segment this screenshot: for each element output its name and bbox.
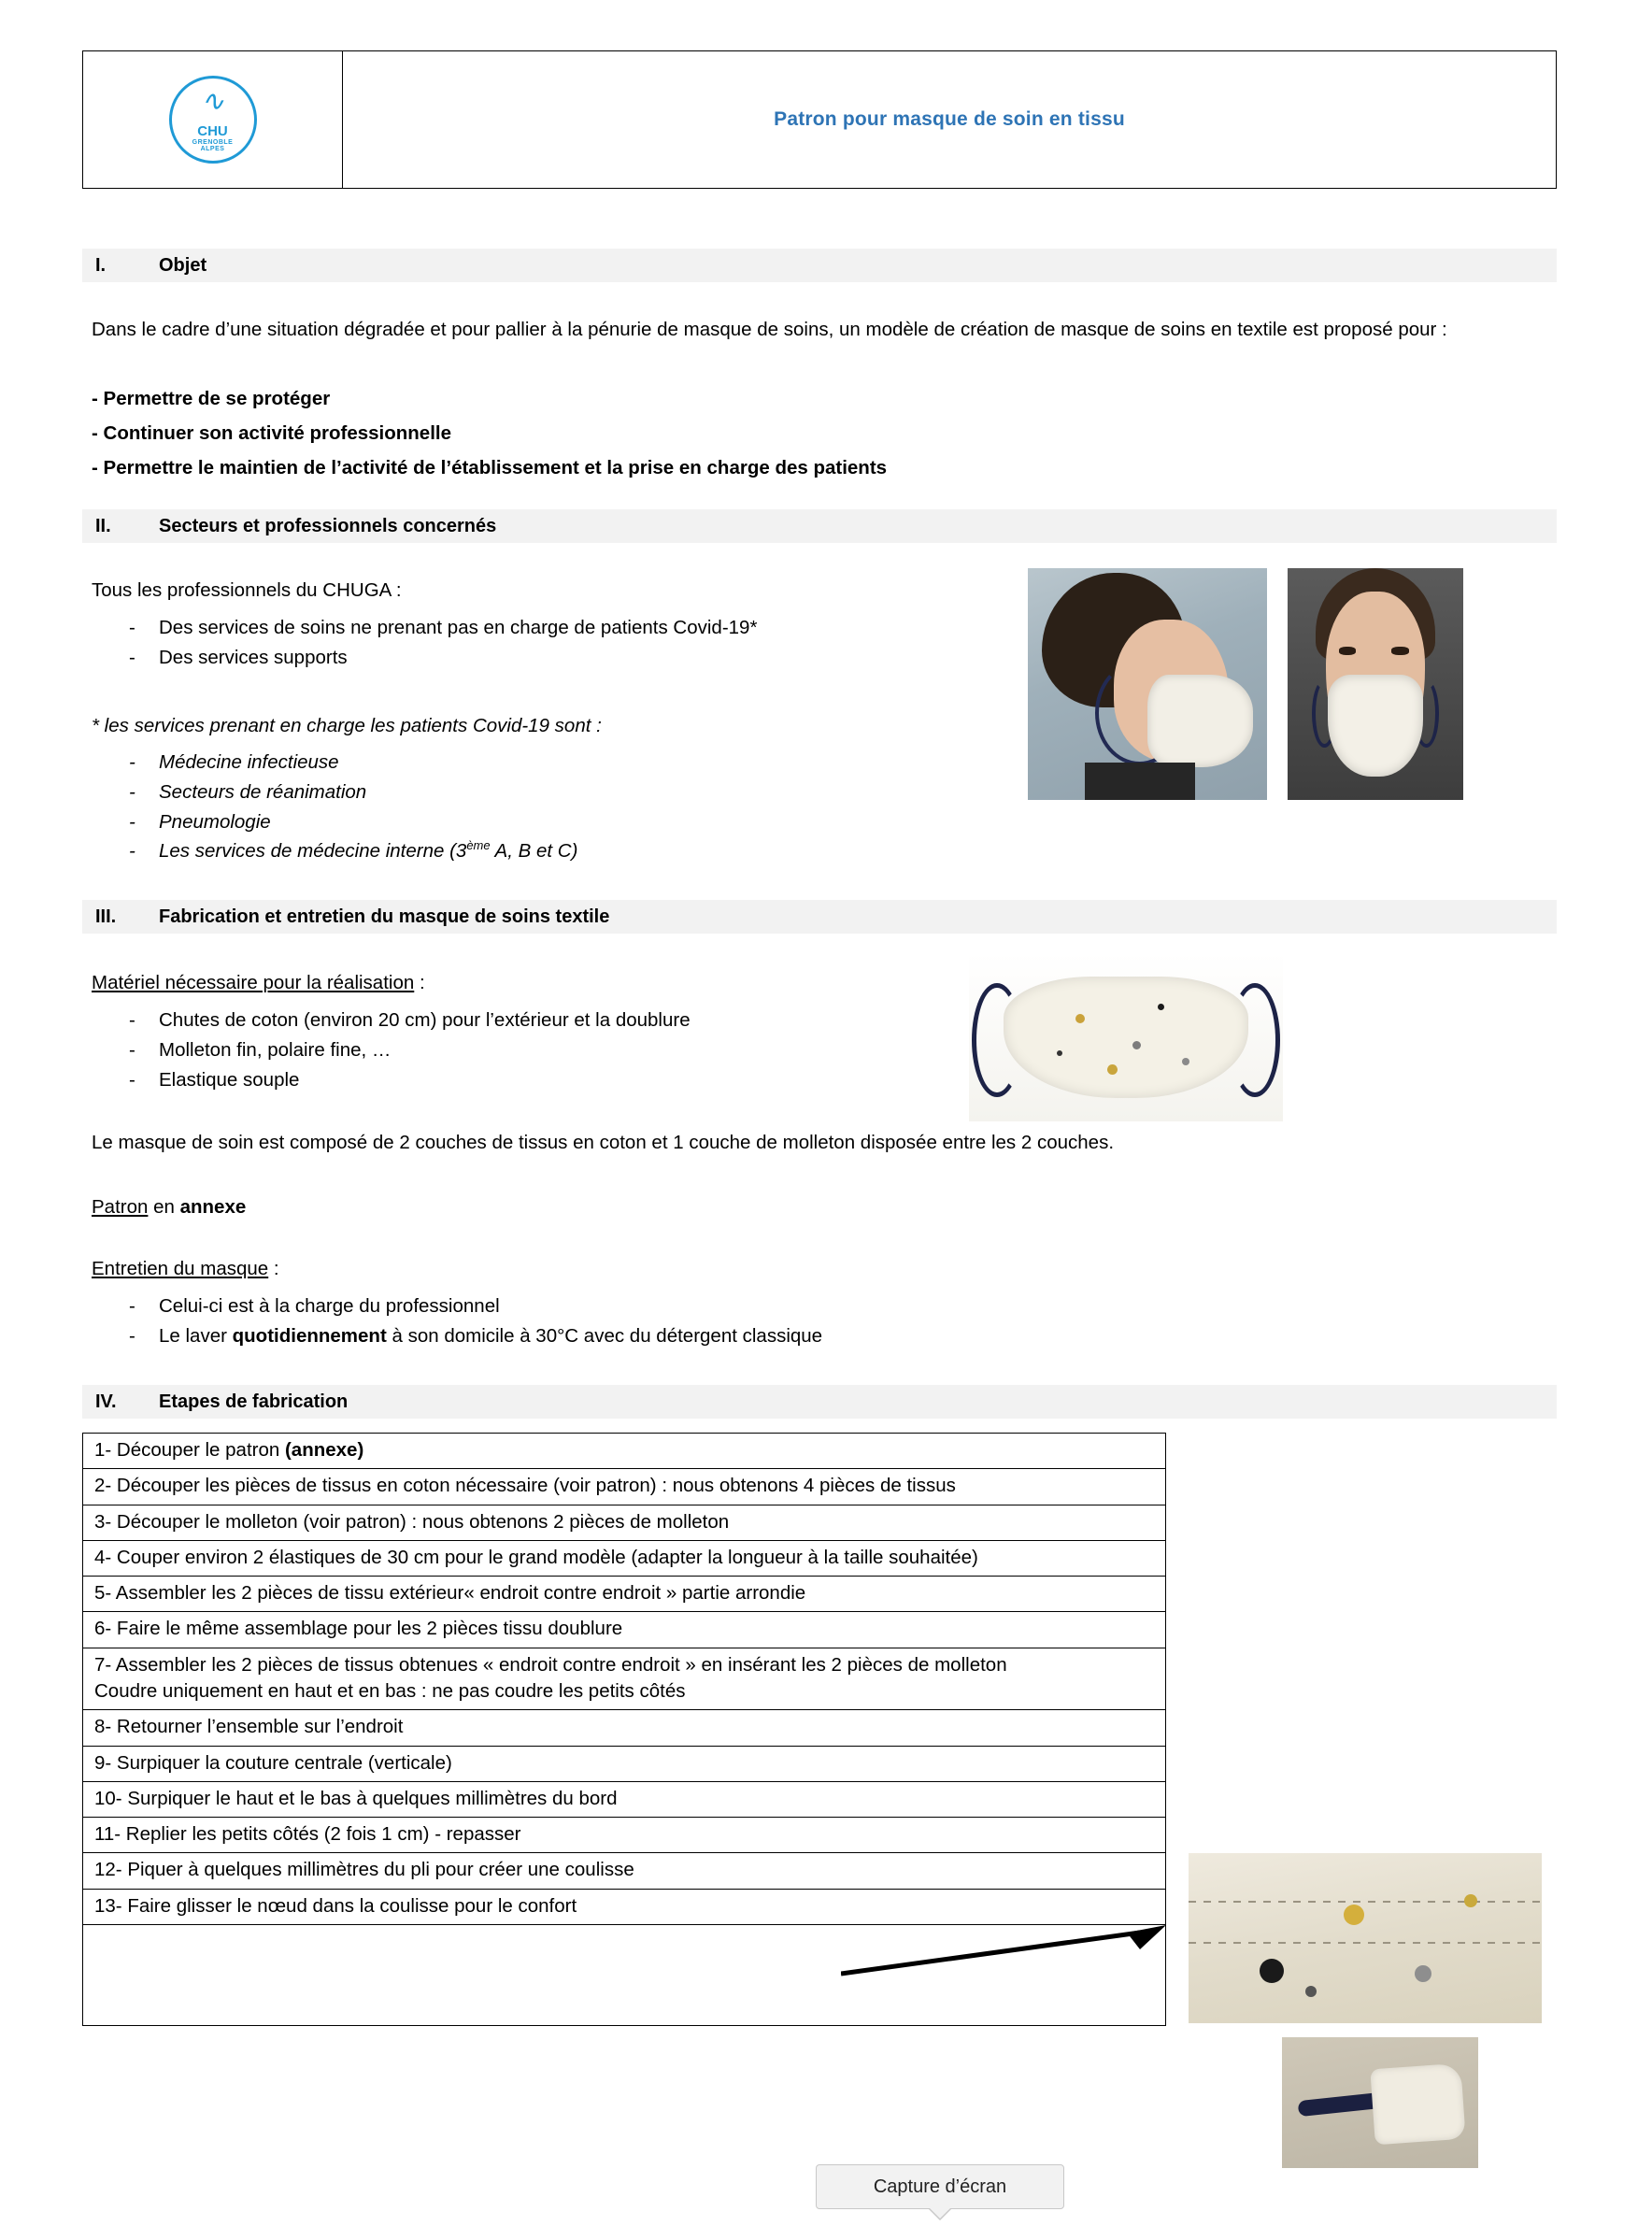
objet-bullet-3: - Permettre le maintien de l’activité de l’établissement et la prise en charge des patients (92, 457, 888, 478)
entretien-text-b: quotidiennement (232, 1324, 387, 1347)
capture-tooltip[interactable] (816, 2164, 1064, 2209)
header-logo-cell (83, 51, 343, 188)
entretien-title (92, 1255, 279, 1282)
materiel-list (92, 1006, 979, 1094)
table-row (83, 1648, 1165, 1711)
capture-tooltip-label: Capture d’écran (873, 2176, 1007, 2197)
list-item-text-a: Les services de médecine interne (3 (159, 840, 467, 863)
table-row: 12- Piquer à quelques millimètres du pli pour créer une coulisse (83, 1853, 1165, 1889)
mountain-icon: ∿ (200, 86, 225, 117)
list-item: - Secteurs de réanimation (92, 778, 1026, 807)
step-text-a: 7- Assembler les 2 pièces de tissus obtenues « endroit contre endroit » en insérant les 2 pièces de molleton (94, 1653, 1007, 1676)
table-row: 2- Découper les pièces de tissus en coton nécessaire (voir patron) : nous obtenons 4 pièces de tissus (83, 1469, 1165, 1505)
list-item: - Des services de soins ne prenant pas en charge de patients Covid-19* (92, 613, 1026, 643)
section-heading-fabrication (82, 900, 1557, 934)
section-heading-etapes (82, 1385, 1557, 1419)
list-item: - Des services supports (92, 643, 1026, 673)
composition-text: Le masque de soin est composé de 2 couches de tissus en coton et 1 couche de molleton disposée entre les 2 couches. (92, 1132, 1115, 1153)
list-item (92, 836, 1026, 866)
logo-line2: ALPES (200, 146, 225, 153)
table-row: 8- Retourner l’ensemble sur l’endroit (83, 1710, 1165, 1746)
list-item: - Elastique souple (92, 1065, 979, 1095)
photo-knot-closeup (1282, 2037, 1478, 2168)
logo-name: CHU (197, 122, 228, 139)
section-number: IV. (95, 1391, 117, 1412)
table-row: 9- Surpiquer la couture centrale (verticale) (83, 1747, 1165, 1782)
logo-line1: GRENOBLE (192, 138, 234, 146)
table-row: 13- Faire glisser le nœud dans la coulisse pour le confort (83, 1890, 1165, 1925)
entretien-text-c: à son domicile à 30°C avec du détergent classique (386, 1324, 823, 1347)
chu-logo (169, 76, 257, 164)
secteurs-list (92, 613, 1026, 673)
table-row: 11- Replier les petits côtés (2 fois 1 cm) - repasser (83, 1818, 1165, 1853)
step-text-b: (annexe) (284, 1439, 364, 1461)
list-item-text-b: A, B et C) (490, 840, 578, 863)
secteurs-note: * les services prenant en charge les patients Covid-19 sont : (92, 715, 602, 736)
entretien-text-a: Le laver (159, 1324, 233, 1347)
patron-bold: annexe (179, 1196, 247, 1218)
objet-bullet-1: - Permettre de se protéger (92, 388, 331, 409)
photo-mask-front (1288, 568, 1463, 800)
section-number: III. (95, 906, 117, 927)
section-label: Objet (159, 254, 207, 276)
list-item: - Celui-ci est à la charge du professionnel (92, 1291, 1213, 1321)
document-title: Patron pour masque de soin en tissu (774, 108, 1125, 130)
objet-paragraph: Dans le cadre d’une situation dégradée et pour pallier à la pénurie de masque de soins, un modèle de création de masque de soins en textile est proposé pour : (92, 319, 1447, 340)
materiel-title-suffix: : (414, 972, 425, 993)
patron-line (92, 1193, 246, 1220)
table-row: 5- Assembler les 2 pièces de tissu extérieur« endroit contre endroit » partie arrondie (83, 1577, 1165, 1612)
section-label: Secteurs et professionnels concernés (159, 515, 497, 536)
entretien-title-text: Entretien du masque (92, 1258, 269, 1279)
photo-mask-flat (969, 953, 1283, 1121)
list-item: - Pneumologie (92, 807, 1026, 837)
list-item: - Médecine infectieuse (92, 748, 1026, 778)
secteurs-intro: Tous les professionnels du CHUGA : (92, 579, 402, 601)
step-text-c: Coudre uniquement en haut et en bas : ne pas coudre les petits côtés (94, 1679, 686, 1702)
materiel-title-text: Matériel nécessaire pour la réalisation (92, 972, 415, 993)
entretien-title-suffix: : (268, 1258, 279, 1279)
table-row (83, 1434, 1165, 1469)
header-title-cell (343, 51, 1556, 188)
photo-mask-profile (1028, 568, 1267, 800)
section-heading-secteurs (82, 509, 1557, 543)
table-row: 10- Surpiquer le haut et le bas à quelques millimètres du bord (83, 1782, 1165, 1818)
list-item-sup: ème (466, 838, 491, 853)
patron-label: Patron (92, 1196, 149, 1218)
document-header (82, 50, 1557, 189)
section-number: I. (95, 254, 107, 276)
step-text-a: 1- Découper le patron (94, 1439, 285, 1461)
section-heading-objet (82, 249, 1557, 282)
list-item (92, 1321, 1213, 1351)
entretien-list (92, 1291, 1213, 1351)
pointer-arrow (841, 1925, 1168, 1981)
objet-bullet-2: - Continuer son activité professionnelle (92, 422, 452, 444)
photo-seam-closeup (1189, 1853, 1542, 2023)
section-number: II. (95, 515, 111, 536)
section-label: Fabrication et entretien du masque de soins textile (159, 906, 610, 927)
table-row: 6- Faire le même assemblage pour les 2 pièces tissu doublure (83, 1612, 1165, 1648)
table-row: 4- Couper environ 2 élastiques de 30 cm pour le grand modèle (adapter la longueur à la taille souhaitée) (83, 1541, 1165, 1577)
section-label: Etapes de fabrication (159, 1391, 349, 1412)
secteurs-note-list (92, 748, 1026, 866)
table-row: 3- Découper le molleton (voir patron) : nous obtenons 2 pièces de molleton (83, 1505, 1165, 1541)
list-item: - Chutes de coton (environ 20 cm) pour l’extérieur et la doublure (92, 1006, 979, 1035)
materiel-title (92, 969, 425, 996)
list-item: - Molleton fin, polaire fine, … (92, 1035, 979, 1065)
patron-rest: en (148, 1196, 180, 1218)
